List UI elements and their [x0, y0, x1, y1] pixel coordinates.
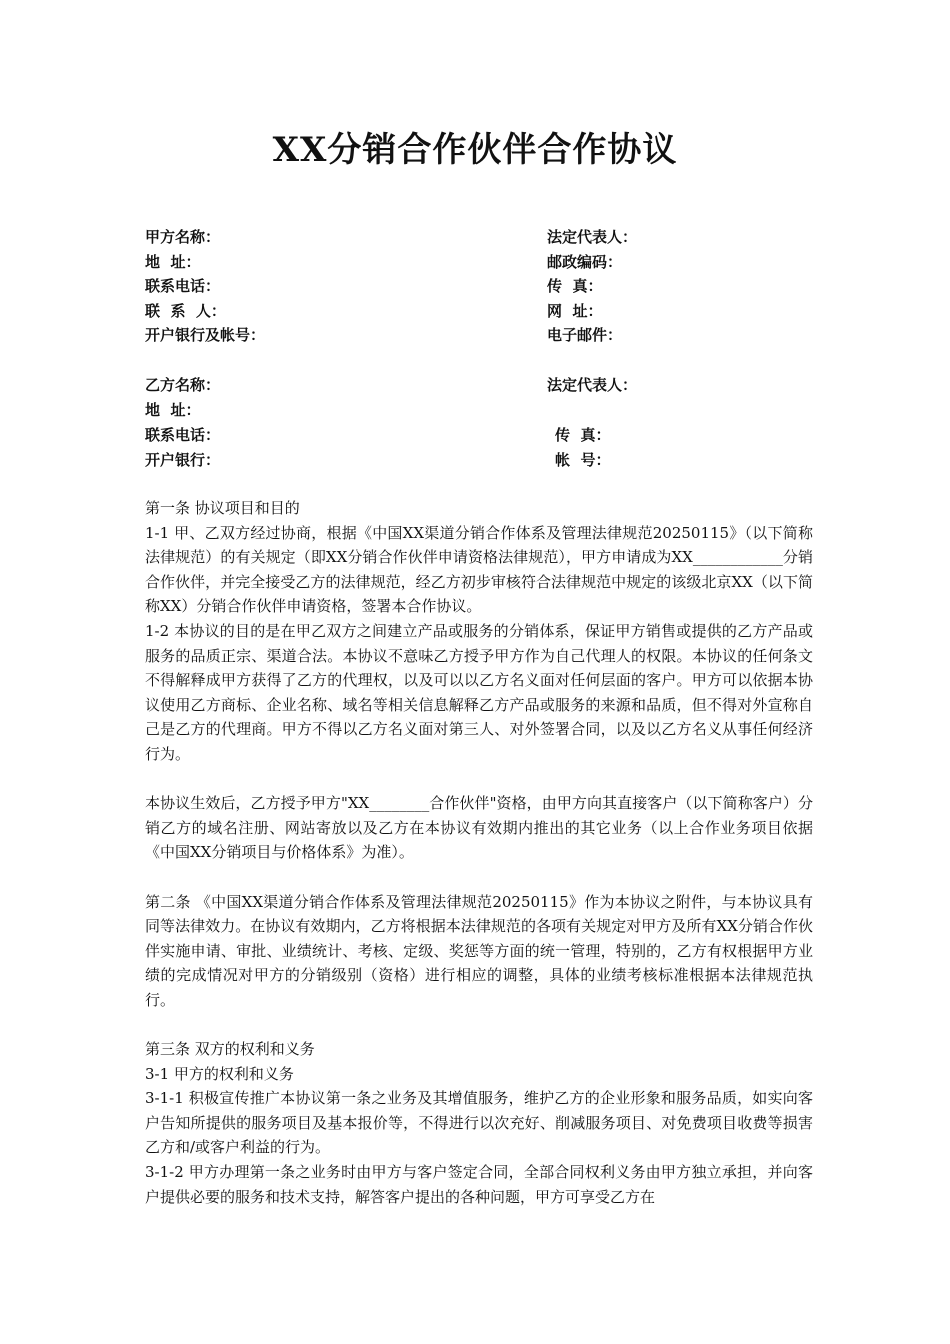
party-a-postcode-label: 邮政编码：: [547, 253, 623, 271]
agreement-body: [145, 496, 813, 1209]
clause-1-1: 1-1 甲、乙双方经过协商，根据《中国XX渠道分销合作体系及管理法律规范20250115》（以下简称法律规范）的有关规定（即XX分销合作伙伴申请资格法律规范），甲方申请成为XX____________分销合作伙伴，并完全接受乙方的法律规范，经乙方初步审核符合法律规范中规定的该级北京XX（以下简称XX）分销合作伙伴申请资格，签署本合作协议。: [145, 523, 813, 616]
party-a-email-label: 电子邮件：: [547, 326, 623, 344]
paragraph-spacer: [145, 865, 813, 890]
clause-3-1-heading: 3-1 甲方的权利和义务: [145, 1064, 294, 1083]
party-b-bank-label: 开户银行：: [145, 451, 221, 469]
party-a-phone-label: 联系电话：: [145, 277, 221, 295]
party-b-legal-rep-label: 法定代表人：: [547, 376, 638, 394]
party-a-bank-label: 开户银行及帐号：: [145, 326, 266, 344]
party-b-phone-label: 联系电话：: [145, 426, 221, 444]
clause-3-1-1: 3-1-1 积极宣传推广本协议第一条之业务及其增值服务，维护乙方的企业形象和服务品质，如实向客户告知所提供的服务项目及基本报价等，不得进行以次充好、削减服务项目、对免费项目收费等损害乙方和/或客户利益的行为。: [145, 1089, 813, 1157]
paragraph-spacer: [145, 1012, 813, 1037]
party-a-fax-label: 传 真：: [547, 277, 603, 295]
party-b-address-label: 地 址：: [145, 401, 201, 419]
party-a-name-label: 甲方名称：: [145, 228, 221, 246]
party-a-website-label: 网 址：: [547, 302, 603, 320]
paragraph-spacer: [145, 767, 813, 792]
article-1-heading: 第一条 协议项目和目的: [145, 499, 300, 517]
article-3-heading: 第三条 双方的权利和义务: [145, 1040, 315, 1059]
clause-1-2: 1-2 本协议的目的是在甲乙双方之间建立产品或服务的分销体系，保证甲方销售或提供的乙方产品或服务的品质正宗、渠道合法。本协议不意味乙方授予甲方作为自己代理人的权限。本协议的任何条文不得解释成甲方获得了乙方的代理权，以及可以以乙方名义面对任何层面的客户。甲方可以依据本协议使用乙方商标、企业名称、域名等相关信息解释乙方产品或服务的来源和品质，但不得对外宣称自己是乙方的代理商。甲方不得以乙方名义面对第三人、对外签署合同，以及以乙方名义从事任何经济行为。: [145, 621, 813, 763]
document-title: XX分销合作伙伴合作协议: [272, 130, 678, 170]
party-a-address-label: 地 址：: [145, 253, 201, 271]
party-b-account-label: 帐 号：: [555, 451, 611, 469]
party-b-fax-label: 传 真：: [555, 426, 611, 444]
party-b-name-label: 乙方名称：: [145, 376, 221, 394]
clause-3-1-2: 3-1-2 甲方办理第一条之业务时由甲方与客户签定合同，全部合同权利义务由甲方独立承担，并向客户提供必要的服务和技术支持，解答客户提出的各种问题，甲方可享受乙方在: [145, 1163, 813, 1206]
article-2: 第二条 《中国XX渠道分销合作体系及管理法律规范20250115》作为本协议之附件，与本协议具有同等法律效力。在协议有效期内，乙方将根据本法律规范的各项有关规定对甲方及所有XX分销合作伙伴实施申请、审批、业绩统计、考核、定级、奖惩等方面的统一管理，特别的，乙方有权根据甲方业绩的完成情况对甲方的分销级别（资格）进行相应的调整，具体的业绩考核标准根据本法律规范执行。: [145, 892, 813, 1009]
party-a-contact-label: 联 系 人：: [145, 302, 226, 320]
authorization-paragraph: 本协议生效后，乙方授予甲方"XX________合作伙伴"资格，由甲方向其直接客户（以下简称客户）分销乙方的域名注册、网站寄放以及乙方在本协议有效期内推出的其它业务（以上合作业务项目依据《中国XX分销项目与价格体系》为准）。: [145, 794, 813, 862]
party-a-legal-rep-label: 法定代表人：: [547, 228, 638, 246]
